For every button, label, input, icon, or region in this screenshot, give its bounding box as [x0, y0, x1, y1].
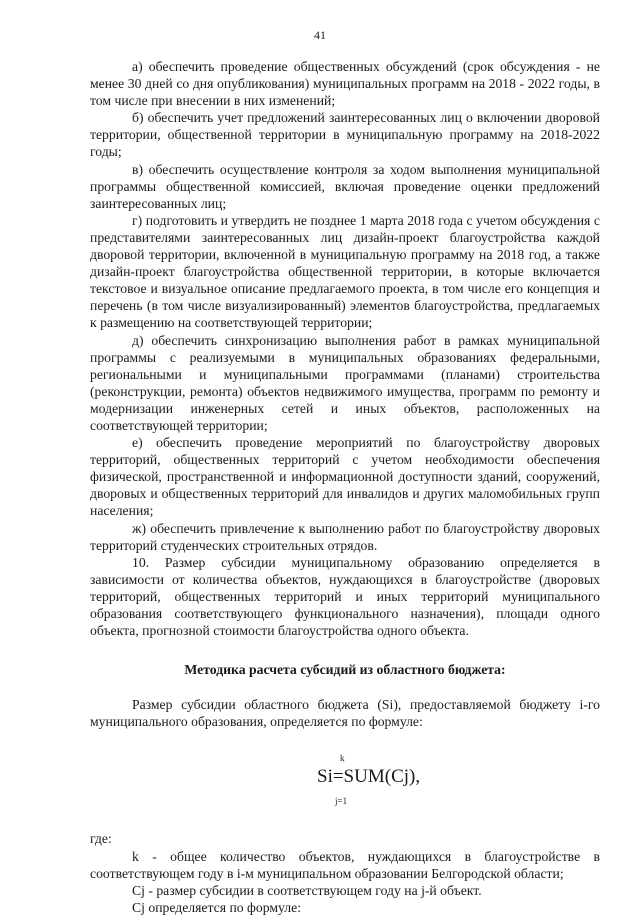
definition-cj: Cj - размер субсидии в соответствующем году на j-й объект. [132, 882, 482, 898]
paragraph-zh: ж) обеспечить привлечение к выполнению работ по благоустройству дворовых территорий студенческих строительных отрядов. [90, 520, 600, 553]
formula-block [90, 740, 600, 824]
paragraph-v: в) обеспечить осуществление контроля за ходом выполнения муниципальной программы общественной комиссией, включая проведение оценки предложений заинтересованных лиц; [90, 161, 600, 211]
formula-upper-limit: k [340, 753, 345, 764]
paragraph-e: е) обеспечить проведение мероприятий по благоустройству дворовых территорий, общественных территорий с учетом необходимости обеспечения физической, пространственной и информационной доступности зданий, сооружений, дворовых и общественных территорий для инвалидов и других маломобильных групп населения; [90, 435, 600, 519]
cj-formula-intro: Cj определяется по формуле: [132, 899, 301, 915]
where-label: где: [90, 831, 112, 847]
definition-k: k - общее количество объектов, нуждающихся в благоустройстве в соответствующем году в i-м муниципальном образовании Белгородской области; [90, 848, 600, 881]
formula-main: Si=SUM(Cj), [317, 766, 421, 788]
paragraph-b: б) обеспечить учет предложений заинтересованных лиц о включении дворовой территории, общественной территории в муниципальную программу на 2018-2022 годы; [90, 110, 600, 160]
paragraph-d: д) обеспечить синхронизацию выполнения работ в рамках муниципальной программы с реализуемыми в муниципальных образованиях федеральными, региональными и муниципальными программами (планами) строительства (реконструкции, ремонта) объектов недвижимого имущества, программ по ремонту и модернизации инженерных сетей и иных объектов, расположенных на соответствующей территории; [90, 332, 600, 433]
paragraph-g: г) подготовить и утвердить не позднее 1 марта 2018 года с учетом обсуждения с представителями заинтересованных лиц дизайн-проект благоустройства каждой дворовой территории, включенной в муниципальную программу на 2018 год, а также дизайн-проект благоустройства общественной территории, в которые включается текстовое и визуальное описание предлагаемого проекта, в том числе его концепция и перечень (в том числе визуализированный) элементов благоустройства, предлагаемых к размещению на соответствующей территории; [90, 212, 600, 331]
section-heading: Методика расчета субсидий из областного бюджета: [184, 662, 506, 678]
page-number: 41 [314, 28, 326, 42]
paragraph-a: а) обеспечить проведение общественных обсуждений (срок обсуждения - не менее 30 дней со дня опубликования) муниципальных программ на 2018 - 2022 годы, в том числе при внесении в них изменений; [90, 59, 600, 109]
formula-intro: Размер субсидии областного бюджета (Si), предоставляемой бюджету i-го муниципального образования, определяется по формуле: [90, 697, 600, 730]
paragraph-10: 10. Размер субсидии муниципальному образованию определяется в зависимости от количества объектов, нуждающихся в благоустройстве (дворовых территорий, общественных территорий и иных территорий муниципального образования соответствующего функционального назначения), площади одного объекта, прогнозной стоимости благоустройства одного объекта. [90, 554, 600, 639]
formula-lower-limit: j=1 [335, 796, 348, 807]
document-body [90, 58, 600, 916]
